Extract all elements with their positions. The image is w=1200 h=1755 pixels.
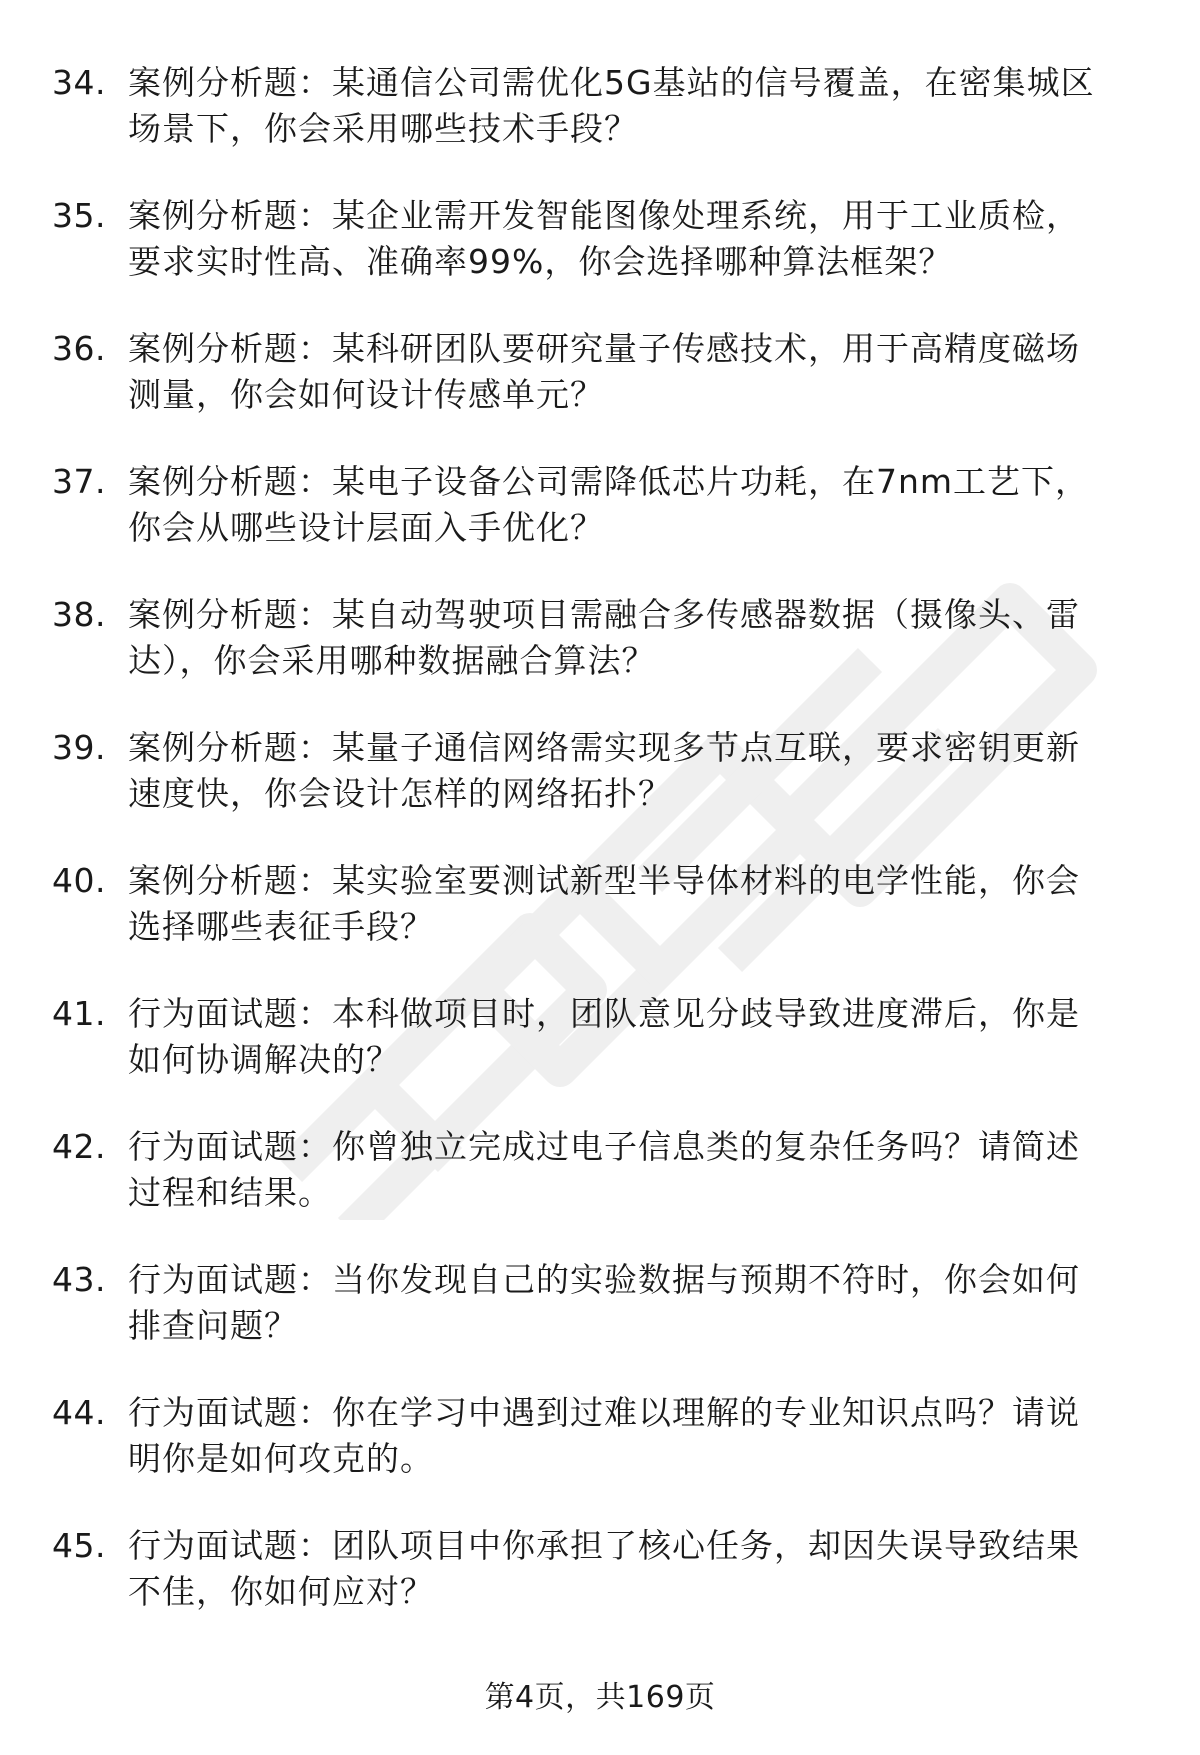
question-number: 43. (52, 1260, 106, 1299)
question-number: 40. (52, 861, 106, 900)
question-item (0, 1390, 1200, 1523)
question-text: 案例分析题：某科研团队要研究量子传感技术，用于高精度磁场 测量，你会如何设计传感单元？ (128, 329, 1080, 414)
question-item (0, 1257, 1200, 1390)
question-number: 44. (52, 1393, 106, 1432)
question-text: 行为面试题：当你发现自己的实验数据与预期不符时，你会如何 排查问题？ (128, 1260, 1080, 1345)
question-item (0, 858, 1200, 991)
question-number: 38. (52, 595, 106, 634)
question-number: 34. (52, 63, 106, 102)
question-item (0, 193, 1200, 326)
question-text: 行为面试题：本科做项目时，团队意见分歧导致进度滞后，你是 如何协调解决的？ (128, 994, 1080, 1079)
question-item (0, 725, 1200, 858)
question-text: 行为面试题：你曾独立完成过电子信息类的复杂任务吗？请简述 过程和结果。 (128, 1127, 1080, 1212)
question-text: 案例分析题：某通信公司需优化5G基站的信号覆盖，在密集城区 场景下，你会采用哪些技术手段？ (128, 63, 1095, 148)
question-item (0, 326, 1200, 459)
question-item (0, 1523, 1200, 1656)
question-item (0, 60, 1200, 193)
question-text: 行为面试题：团队项目中你承担了核心任务，却因失误导致结果 不佳，你如何应对？ (128, 1526, 1080, 1611)
question-number: 35. (52, 196, 106, 235)
page-footer: 第4页，共169页 (484, 1680, 716, 1715)
question-item (0, 459, 1200, 592)
question-number: 36. (52, 329, 106, 368)
question-text: 案例分析题：某自动驾驶项目需融合多传感器数据（摄像头、雷 达），你会采用哪种数据融合算法？ (128, 595, 1080, 680)
question-text: 案例分析题：某实验室要测试新型半导体材料的电学性能，你会 选择哪些表征手段？ (128, 861, 1080, 946)
question-text: 行为面试题：你在学习中遇到过难以理解的专业知识点吗？请说 明你是如何攻克的。 (128, 1393, 1080, 1478)
question-item (0, 1124, 1200, 1257)
question-text: 案例分析题：某企业需开发智能图像处理系统，用于工业质检， 要求实时性高、准确率99%，你会选择哪种算法框架？ (128, 196, 1080, 281)
question-number: 37. (52, 462, 106, 501)
question-number: 41. (52, 994, 106, 1033)
question-text: 案例分析题：某量子通信网络需实现多节点互联，要求密钥更新 速度快，你会设计怎样的网络拓扑？ (128, 728, 1080, 813)
question-text: 案例分析题：某电子设备公司需降低芯片功耗，在7nm工艺下， 你会从哪些设计层面入手优化？ (128, 462, 1090, 547)
question-number: 42. (52, 1127, 106, 1166)
question-item (0, 991, 1200, 1124)
question-item (0, 592, 1200, 725)
question-list (0, 60, 1200, 1656)
question-number: 39. (52, 728, 106, 767)
question-number: 45. (52, 1526, 106, 1565)
